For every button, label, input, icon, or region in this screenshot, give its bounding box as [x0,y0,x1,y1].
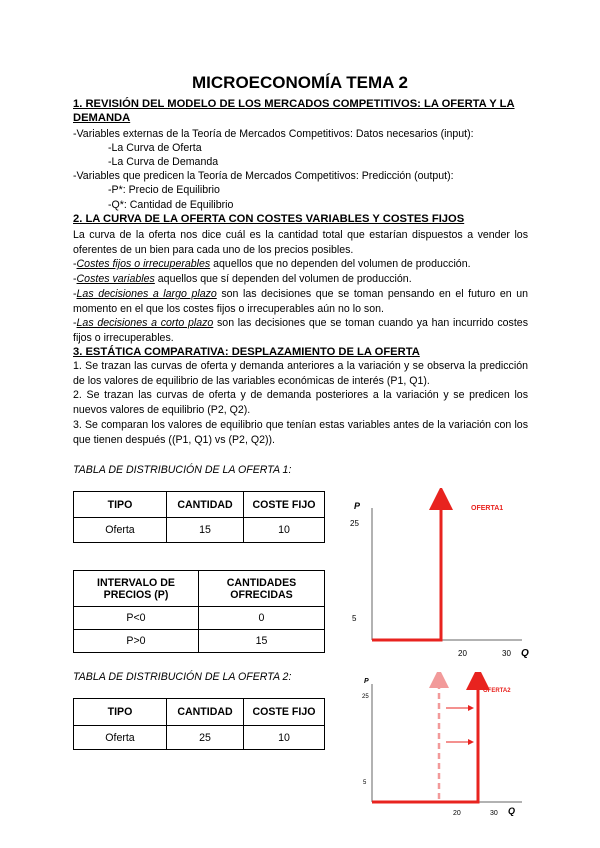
s3-paragraph-3: 3. Se comparan los valores de equilibrio que tenían estas variables antes de la variación con los que tienen después ((P1, Q1) vs (P2, Q2)). [73,419,528,446]
table1-header: CANTIDAD [167,492,244,518]
chart1-xlabel: Q [521,648,529,659]
term-costes-fijos: Costes fijos o irrecuperables [76,258,211,270]
chart1-legend: OFERTA1 [471,505,504,512]
chart1-xtick: 20 [458,649,467,658]
chart1-ylabel: P [354,501,361,511]
chart2-ytick: 5 [363,780,367,786]
table1-cell: 10 [244,518,325,543]
s1-line-1: -Variables externas de la Teoría de Mercados Competitivos: Datos necesarios (input): [73,128,474,140]
table1-caption: TABLA DE DISTRIBUCIÓN DE LA OFERTA 1: [73,464,292,476]
chart1-ytick: 25 [350,519,359,528]
table-intervalos [73,570,325,653]
table-row [74,518,325,543]
chart1-ytick: 5 [352,614,357,623]
s2-p5-text: son las decisiones que se toman cuando ya han incurrido costes fijos o irrecuperables. [73,317,528,344]
term-corto-plazo: Las decisiones a corto plazo [76,317,214,329]
table-row [74,726,325,750]
s2-paragraph-2: -Costes fijos o irrecuperables aquellos que no dependen del volumen de producción. [73,258,471,270]
s2-paragraph-3: -Costes variables aquellos que sí dependen del volumen de producción. [73,273,412,285]
chart2-xtick: 30 [490,810,498,817]
table3-cell: Oferta [74,726,167,750]
s2-paragraph-4: -Las decisiones a largo plazo son las decisiones que se toman pensando en el futuro en un momento en el que los costes fijos o irrecuperables aún no lo son. [73,288,528,315]
s2-p3-text: aquellos que sí dependen del volumen de producción. [154,273,412,285]
section-3-heading: 3. ESTÁTICA COMPARATIVA: DESPLAZAMIENTO DE LA OFERTA [73,346,420,358]
chart2-legend: OFERTA2 [483,688,511,694]
term-largo-plazo: Las decisiones a largo plazo [76,288,217,300]
table1-header: COSTE FIJO [244,492,325,518]
chart-oferta-2 [340,672,540,820]
chart-oferta-1 [340,488,540,663]
chart2-ytick: 25 [362,694,369,700]
table2-cell: P>0 [74,630,199,653]
s2-p2-text: aquellos que no dependen del volumen de producción. [210,258,471,270]
s1-line-2: -La Curva de Oferta [108,142,202,154]
table3-header: TIPO [74,699,167,726]
chart1-supply-curve [372,498,441,640]
table-oferta-1 [73,491,325,543]
chart2-new-supply-curve [372,678,478,802]
s3-paragraph-1: 1. Se trazan las curvas de oferta y demanda anteriores a la variación y se observa la predicción de los valores de equilibrio de las variables económicas de interés (P1, Q1). [73,360,528,387]
table1-cell: 15 [167,518,244,543]
chart2-ylabel: P [364,678,369,685]
table1-cell: Oferta [74,518,167,543]
chart2-old-supply-curve [372,678,439,802]
table2-cell: 0 [199,607,325,630]
table3-header: CANTIDAD [167,699,244,726]
s2-paragraph-5: -Las decisiones a corto plazo son las decisiones que se toman cuando ya han incurrido costes fijos o irrecuperables. [73,317,528,344]
section-2-heading: 2. LA CURVA DE LA OFERTA CON COSTES VARIABLES Y COSTES FIJOS [73,213,465,225]
s1-line-4: -Variables que predicen la Teoría de Mercados Competitivos: Predicción (output): [73,170,454,182]
table3-caption: TABLA DE DISTRIBUCIÓN DE LA OFERTA 2: [73,671,292,683]
s1-line-6: -Q*: Cantidad de Equilibrio [108,199,234,211]
table-row [74,607,325,630]
table3-header: COSTE FIJO [244,699,325,726]
table2-header: CANTIDADES OFRECIDAS [199,571,325,607]
term-costes-variables: Costes variables [76,273,155,285]
table2-header: INTERVALO DE PRECIOS (P) [74,571,199,607]
chart2-xtick: 20 [453,810,461,817]
section-1-heading: 1. REVISIÓN DEL MODELO DE LOS MERCADOS COMPETITIVOS: LA OFERTA Y LA DEMANDA [73,98,515,124]
s2-paragraph-1: La curva de la oferta nos dice cuál es la cantidad total que estarían dispuestos a vender los oferentes de un bien para cada uno de los precios posibles. [73,229,528,256]
chart2-xlabel: Q [508,806,516,816]
s1-line-3: -La Curva de Demanda [108,156,219,168]
table2-cell: P<0 [74,607,199,630]
page-title: MICROECONOMÍA TEMA 2 [192,73,408,92]
table-row [74,630,325,653]
table3-cell: 25 [167,726,244,750]
s1-line-5: -P*: Precio de Equilibrio [108,184,220,196]
table1-header: TIPO [74,492,167,518]
s2-p4-text: son las decisiones que se toman pensando en el futuro en un momento en el que los costes fijos o irrecuperables aún no lo son. [73,288,528,315]
s3-paragraph-2: 2. Se trazan las curvas de oferta y de demanda posteriores a la variación y se predicen los nuevos valores de equilibrio (P2, Q2). [73,389,528,416]
table-oferta-2 [73,698,325,750]
table3-cell: 10 [244,726,325,750]
table2-cell: 15 [199,630,325,653]
chart1-xtick: 30 [502,649,511,658]
